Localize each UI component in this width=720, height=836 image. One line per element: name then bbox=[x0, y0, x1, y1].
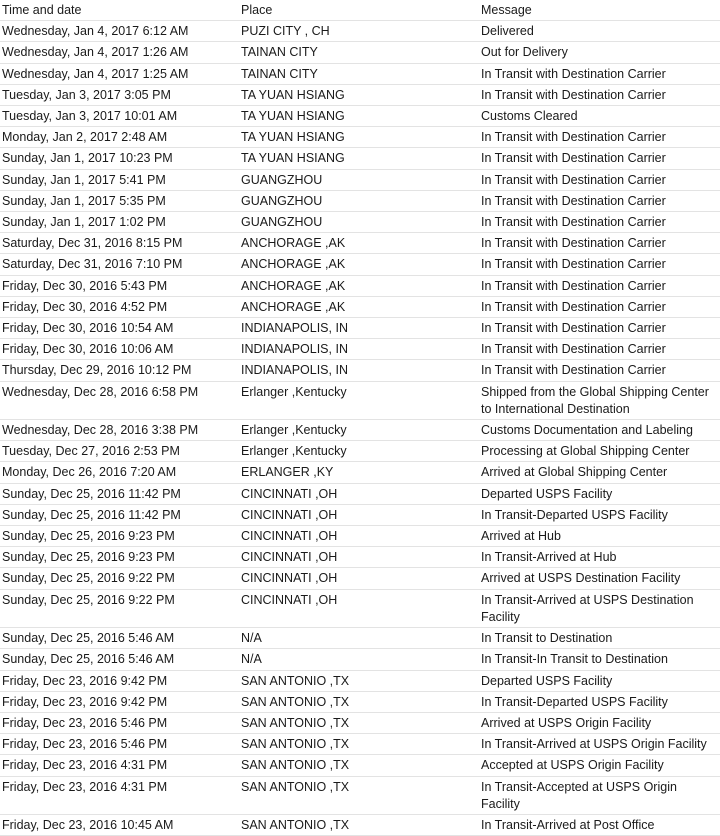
table-row bbox=[0, 734, 720, 755]
table-row bbox=[0, 296, 720, 317]
message-cell: In Transit with Destination Carrier bbox=[480, 339, 720, 360]
place-cell: TAINAN CITY bbox=[240, 42, 480, 63]
place-cell: CINCINNATI ,OH bbox=[240, 504, 480, 525]
table-body bbox=[0, 21, 720, 836]
time-cell: Friday, Dec 30, 2016 5:43 PM bbox=[0, 275, 240, 296]
table-row bbox=[0, 127, 720, 148]
place-cell: ANCHORAGE ,AK bbox=[240, 254, 480, 275]
table-row bbox=[0, 776, 720, 814]
message-cell: Arrived at Hub bbox=[480, 526, 720, 547]
place-cell: SAN ANTONIO ,TX bbox=[240, 814, 480, 835]
table-row bbox=[0, 381, 720, 419]
message-cell: Arrived at Global Shipping Center bbox=[480, 462, 720, 483]
time-cell: Sunday, Dec 25, 2016 9:22 PM bbox=[0, 568, 240, 589]
message-cell: In Transit with Destination Carrier bbox=[480, 84, 720, 105]
table-row bbox=[0, 712, 720, 733]
place-cell: SAN ANTONIO ,TX bbox=[240, 712, 480, 733]
message-cell: In Transit to Destination bbox=[480, 628, 720, 649]
header-time-and-date: Time and date bbox=[0, 0, 240, 21]
message-cell: Arrived at USPS Destination Facility bbox=[480, 568, 720, 589]
place-cell: INDIANAPOLIS, IN bbox=[240, 360, 480, 381]
table-row bbox=[0, 526, 720, 547]
table-row bbox=[0, 360, 720, 381]
time-cell: Sunday, Dec 25, 2016 5:46 AM bbox=[0, 628, 240, 649]
message-cell: Delivered bbox=[480, 21, 720, 42]
table-row bbox=[0, 814, 720, 835]
place-cell: SAN ANTONIO ,TX bbox=[240, 776, 480, 814]
table-row bbox=[0, 106, 720, 127]
table-row bbox=[0, 21, 720, 42]
message-cell: In Transit-In Transit to Destination bbox=[480, 649, 720, 670]
header-place: Place bbox=[240, 0, 480, 21]
place-cell: ANCHORAGE ,AK bbox=[240, 275, 480, 296]
table-row bbox=[0, 670, 720, 691]
time-cell: Friday, Dec 30, 2016 4:52 PM bbox=[0, 296, 240, 317]
time-cell: Wednesday, Jan 4, 2017 1:25 AM bbox=[0, 63, 240, 84]
place-cell: Erlanger ,Kentucky bbox=[240, 420, 480, 441]
message-cell: In Transit with Destination Carrier bbox=[480, 254, 720, 275]
table-header bbox=[0, 0, 720, 21]
time-cell: Tuesday, Jan 3, 2017 10:01 AM bbox=[0, 106, 240, 127]
table-row bbox=[0, 568, 720, 589]
table-row bbox=[0, 462, 720, 483]
message-cell: In Transit with Destination Carrier bbox=[480, 275, 720, 296]
time-cell: Monday, Dec 26, 2016 7:20 AM bbox=[0, 462, 240, 483]
message-cell: Customs Cleared bbox=[480, 106, 720, 127]
message-cell: In Transit with Destination Carrier bbox=[480, 169, 720, 190]
time-cell: Friday, Dec 30, 2016 10:54 AM bbox=[0, 318, 240, 339]
place-cell: TA YUAN HSIANG bbox=[240, 84, 480, 105]
time-cell: Sunday, Jan 1, 2017 5:35 PM bbox=[0, 190, 240, 211]
time-cell: Sunday, Jan 1, 2017 1:02 PM bbox=[0, 212, 240, 233]
time-cell: Thursday, Dec 29, 2016 10:12 PM bbox=[0, 360, 240, 381]
place-cell: ANCHORAGE ,AK bbox=[240, 233, 480, 254]
message-cell: In Transit with Destination Carrier bbox=[480, 360, 720, 381]
place-cell: TAINAN CITY bbox=[240, 63, 480, 84]
table-row bbox=[0, 84, 720, 105]
table-row bbox=[0, 628, 720, 649]
message-cell: In Transit with Destination Carrier bbox=[480, 296, 720, 317]
time-cell: Sunday, Dec 25, 2016 9:22 PM bbox=[0, 589, 240, 627]
time-cell: Sunday, Dec 25, 2016 11:42 PM bbox=[0, 504, 240, 525]
header-message: Message bbox=[480, 0, 720, 21]
table-row bbox=[0, 483, 720, 504]
place-cell: TA YUAN HSIANG bbox=[240, 148, 480, 169]
time-cell: Friday, Dec 30, 2016 10:06 AM bbox=[0, 339, 240, 360]
table-row bbox=[0, 148, 720, 169]
place-cell: INDIANAPOLIS, IN bbox=[240, 318, 480, 339]
place-cell: GUANGZHOU bbox=[240, 212, 480, 233]
table-row bbox=[0, 504, 720, 525]
place-cell: Erlanger ,Kentucky bbox=[240, 381, 480, 419]
time-cell: Friday, Dec 23, 2016 9:42 PM bbox=[0, 670, 240, 691]
message-cell: In Transit-Departed USPS Facility bbox=[480, 504, 720, 525]
time-cell: Sunday, Dec 25, 2016 9:23 PM bbox=[0, 547, 240, 568]
time-cell: Sunday, Jan 1, 2017 5:41 PM bbox=[0, 169, 240, 190]
table-row bbox=[0, 275, 720, 296]
table-row bbox=[0, 42, 720, 63]
place-cell: PUZI CITY , CH bbox=[240, 21, 480, 42]
place-cell: CINCINNATI ,OH bbox=[240, 526, 480, 547]
time-cell: Sunday, Dec 25, 2016 5:46 AM bbox=[0, 649, 240, 670]
time-cell: Friday, Dec 23, 2016 9:42 PM bbox=[0, 691, 240, 712]
table-row bbox=[0, 254, 720, 275]
place-cell: SAN ANTONIO ,TX bbox=[240, 755, 480, 776]
message-cell: Arrived at USPS Origin Facility bbox=[480, 712, 720, 733]
place-cell: INDIANAPOLIS, IN bbox=[240, 339, 480, 360]
place-cell: CINCINNATI ,OH bbox=[240, 547, 480, 568]
table-row bbox=[0, 649, 720, 670]
place-cell: SAN ANTONIO ,TX bbox=[240, 691, 480, 712]
time-cell: Wednesday, Jan 4, 2017 6:12 AM bbox=[0, 21, 240, 42]
message-cell: In Transit with Destination Carrier bbox=[480, 212, 720, 233]
message-cell: In Transit-Accepted at USPS Origin Facility bbox=[480, 776, 720, 814]
place-cell: N/A bbox=[240, 649, 480, 670]
place-cell: GUANGZHOU bbox=[240, 190, 480, 211]
place-cell: ERLANGER ,KY bbox=[240, 462, 480, 483]
table-row bbox=[0, 212, 720, 233]
table-row bbox=[0, 190, 720, 211]
place-cell: N/A bbox=[240, 628, 480, 649]
message-cell: In Transit with Destination Carrier bbox=[480, 318, 720, 339]
message-cell: Departed USPS Facility bbox=[480, 483, 720, 504]
time-cell: Friday, Dec 23, 2016 10:45 AM bbox=[0, 814, 240, 835]
time-cell: Sunday, Dec 25, 2016 11:42 PM bbox=[0, 483, 240, 504]
message-cell: Customs Documentation and Labeling bbox=[480, 420, 720, 441]
time-cell: Wednesday, Jan 4, 2017 1:26 AM bbox=[0, 42, 240, 63]
header-row bbox=[0, 0, 720, 21]
place-cell: SAN ANTONIO ,TX bbox=[240, 734, 480, 755]
time-cell: Wednesday, Dec 28, 2016 6:58 PM bbox=[0, 381, 240, 419]
time-cell: Wednesday, Dec 28, 2016 3:38 PM bbox=[0, 420, 240, 441]
place-cell: ANCHORAGE ,AK bbox=[240, 296, 480, 317]
place-cell: CINCINNATI ,OH bbox=[240, 483, 480, 504]
message-cell: Departed USPS Facility bbox=[480, 670, 720, 691]
table-row bbox=[0, 547, 720, 568]
place-cell: SAN ANTONIO ,TX bbox=[240, 670, 480, 691]
message-cell: In Transit with Destination Carrier bbox=[480, 127, 720, 148]
table-row bbox=[0, 755, 720, 776]
time-cell: Saturday, Dec 31, 2016 8:15 PM bbox=[0, 233, 240, 254]
table-row bbox=[0, 691, 720, 712]
table-row bbox=[0, 441, 720, 462]
message-cell: Processing at Global Shipping Center bbox=[480, 441, 720, 462]
table-row bbox=[0, 233, 720, 254]
place-cell: TA YUAN HSIANG bbox=[240, 106, 480, 127]
table-row bbox=[0, 318, 720, 339]
place-cell: GUANGZHOU bbox=[240, 169, 480, 190]
message-cell: In Transit with Destination Carrier bbox=[480, 148, 720, 169]
place-cell: TA YUAN HSIANG bbox=[240, 127, 480, 148]
message-cell: Accepted at USPS Origin Facility bbox=[480, 755, 720, 776]
time-cell: Friday, Dec 23, 2016 5:46 PM bbox=[0, 712, 240, 733]
time-cell: Tuesday, Jan 3, 2017 3:05 PM bbox=[0, 84, 240, 105]
time-cell: Sunday, Jan 1, 2017 10:23 PM bbox=[0, 148, 240, 169]
place-cell: Erlanger ,Kentucky bbox=[240, 441, 480, 462]
time-cell: Friday, Dec 23, 2016 4:31 PM bbox=[0, 755, 240, 776]
table-row bbox=[0, 589, 720, 627]
message-cell: In Transit with Destination Carrier bbox=[480, 233, 720, 254]
table-row bbox=[0, 420, 720, 441]
place-cell: CINCINNATI ,OH bbox=[240, 589, 480, 627]
message-cell: In Transit-Arrived at Post Office bbox=[480, 814, 720, 835]
message-cell: Shipped from the Global Shipping Center to International Destination bbox=[480, 381, 720, 419]
table-row bbox=[0, 169, 720, 190]
time-cell: Friday, Dec 23, 2016 4:31 PM bbox=[0, 776, 240, 814]
message-cell: In Transit with Destination Carrier bbox=[480, 63, 720, 84]
table-row bbox=[0, 63, 720, 84]
time-cell: Sunday, Dec 25, 2016 9:23 PM bbox=[0, 526, 240, 547]
message-cell: Out for Delivery bbox=[480, 42, 720, 63]
message-cell: In Transit with Destination Carrier bbox=[480, 190, 720, 211]
message-cell: In Transit-Departed USPS Facility bbox=[480, 691, 720, 712]
time-cell: Tuesday, Dec 27, 2016 2:53 PM bbox=[0, 441, 240, 462]
message-cell: In Transit-Arrived at Hub bbox=[480, 547, 720, 568]
message-cell: In Transit-Arrived at USPS Destination Facility bbox=[480, 589, 720, 627]
time-cell: Monday, Jan 2, 2017 2:48 AM bbox=[0, 127, 240, 148]
time-cell: Saturday, Dec 31, 2016 7:10 PM bbox=[0, 254, 240, 275]
time-cell: Friday, Dec 23, 2016 5:46 PM bbox=[0, 734, 240, 755]
message-cell: In Transit-Arrived at USPS Origin Facility bbox=[480, 734, 720, 755]
table-row bbox=[0, 339, 720, 360]
place-cell: CINCINNATI ,OH bbox=[240, 568, 480, 589]
